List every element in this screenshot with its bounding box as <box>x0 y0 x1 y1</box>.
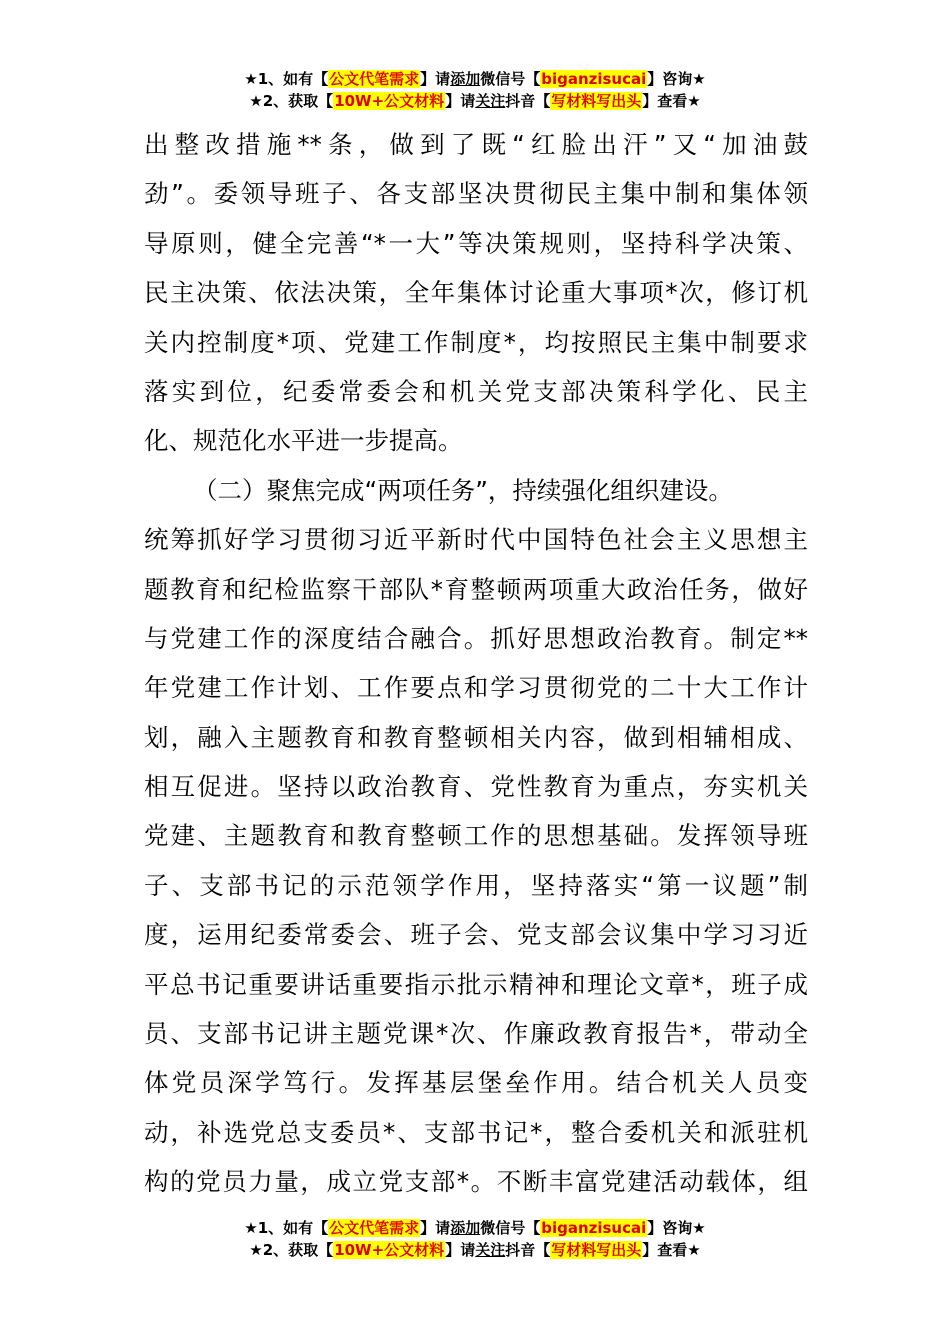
highlight-douyin: 写材料写出头 <box>551 92 642 110</box>
highlight-wechat-id: biganzisucai <box>541 70 647 88</box>
highlight-materials: 10W+公文材料 <box>334 92 445 110</box>
body-line: 子、支部书记的示范领学作用，坚持落实“第一议题”制 <box>144 870 808 900</box>
footer-banner <box>0 1217 950 1261</box>
body-line: 劲”。委领导班子、各支部坚决贯彻民主集中制和集体领 <box>144 179 808 209</box>
body-line: 与党建工作的深度结合融合。抓好思想政治教育。制定** <box>144 623 808 653</box>
body-line: 出整改措施**条，做到了既“红脸出汗”又“加油鼓 <box>144 130 808 159</box>
highlight-materials: 10W+公文材料 <box>334 1241 445 1259</box>
highlight-douyin: 写材料写出头 <box>551 1241 642 1259</box>
body-line: 关内控制度*项、党建工作制度*，均按照民主集中制要求 <box>144 327 808 357</box>
body-line: 统筹抓好学习贯彻习近平新时代中国特色社会主义思想主 <box>144 525 808 555</box>
body-line: 落实到位，纪委常委会和机关党支部决策科学化、民主 <box>144 376 808 406</box>
body-line: 平总书记重要讲话重要指示批示精神和理论文章*，班子成 <box>144 969 808 999</box>
banner-line-2: ★2、获取【10W+公文材料】请关注抖音【写材料写出头】查看★ <box>249 1241 701 1259</box>
body-line: 年党建工作计划、工作要点和学习贯彻党的二十大工作计 <box>144 673 808 703</box>
body-line: 相互促进。坚持以政治教育、党性教育为重点，夯实机关 <box>144 772 808 802</box>
highlight-service: 公文代笔需求 <box>329 1219 420 1237</box>
banner-line-1: ★1、如有【公文代笔需求】请添加微信号【biganzisucai】咨询★ <box>244 1219 706 1237</box>
header-banner <box>0 68 950 112</box>
document-body <box>144 120 808 1207</box>
body-line: 导原则，健全完善“*一大”等决策规则，坚持科学决策、 <box>144 228 808 258</box>
body-line: 度，运用纪委常委会、班子会、党支部会议集中学习习近 <box>144 920 808 950</box>
banner-line-2: ★2、获取【10W+公文材料】请关注抖音【写材料写出头】查看★ <box>249 92 701 110</box>
body-line: 动，补选党总支委员*、支部书记*，整合委机关和派驻机 <box>144 1117 808 1147</box>
highlight-service: 公文代笔需求 <box>329 70 420 88</box>
banner-line-1: ★1、如有【公文代笔需求】请添加微信号【biganzisucai】咨询★ <box>244 70 706 88</box>
body-line: 民主决策、依法决策，全年集体讨论重大事项*次，修订机 <box>144 278 808 308</box>
section-heading: （二）聚焦完成“两项任务”，持续强化组织建设。 <box>193 475 733 505</box>
body-line: 员、支部书记讲主题党课*次、作廉政教育报告*，带动全 <box>144 1019 808 1049</box>
body-line: 划，融入主题教育和教育整顿相关内容，做到相辅相成、 <box>144 722 808 752</box>
body-line: 化、规范化水平进一步提高。 <box>144 426 463 456</box>
body-line: 构的党员力量，成立党支部*。不断丰富党建活动载体，组 <box>144 1167 808 1197</box>
body-line: 党建、主题教育和教育整顿工作的思想基础。发挥领导班 <box>144 821 808 851</box>
body-line: 体党员深学笃行。发挥基层堡垒作用。结合机关人员变 <box>144 1068 808 1098</box>
highlight-wechat-id: biganzisucai <box>541 1219 647 1237</box>
body-line: 题教育和纪检监察干部队*育整顿两项重大政治任务，做好 <box>144 574 808 604</box>
